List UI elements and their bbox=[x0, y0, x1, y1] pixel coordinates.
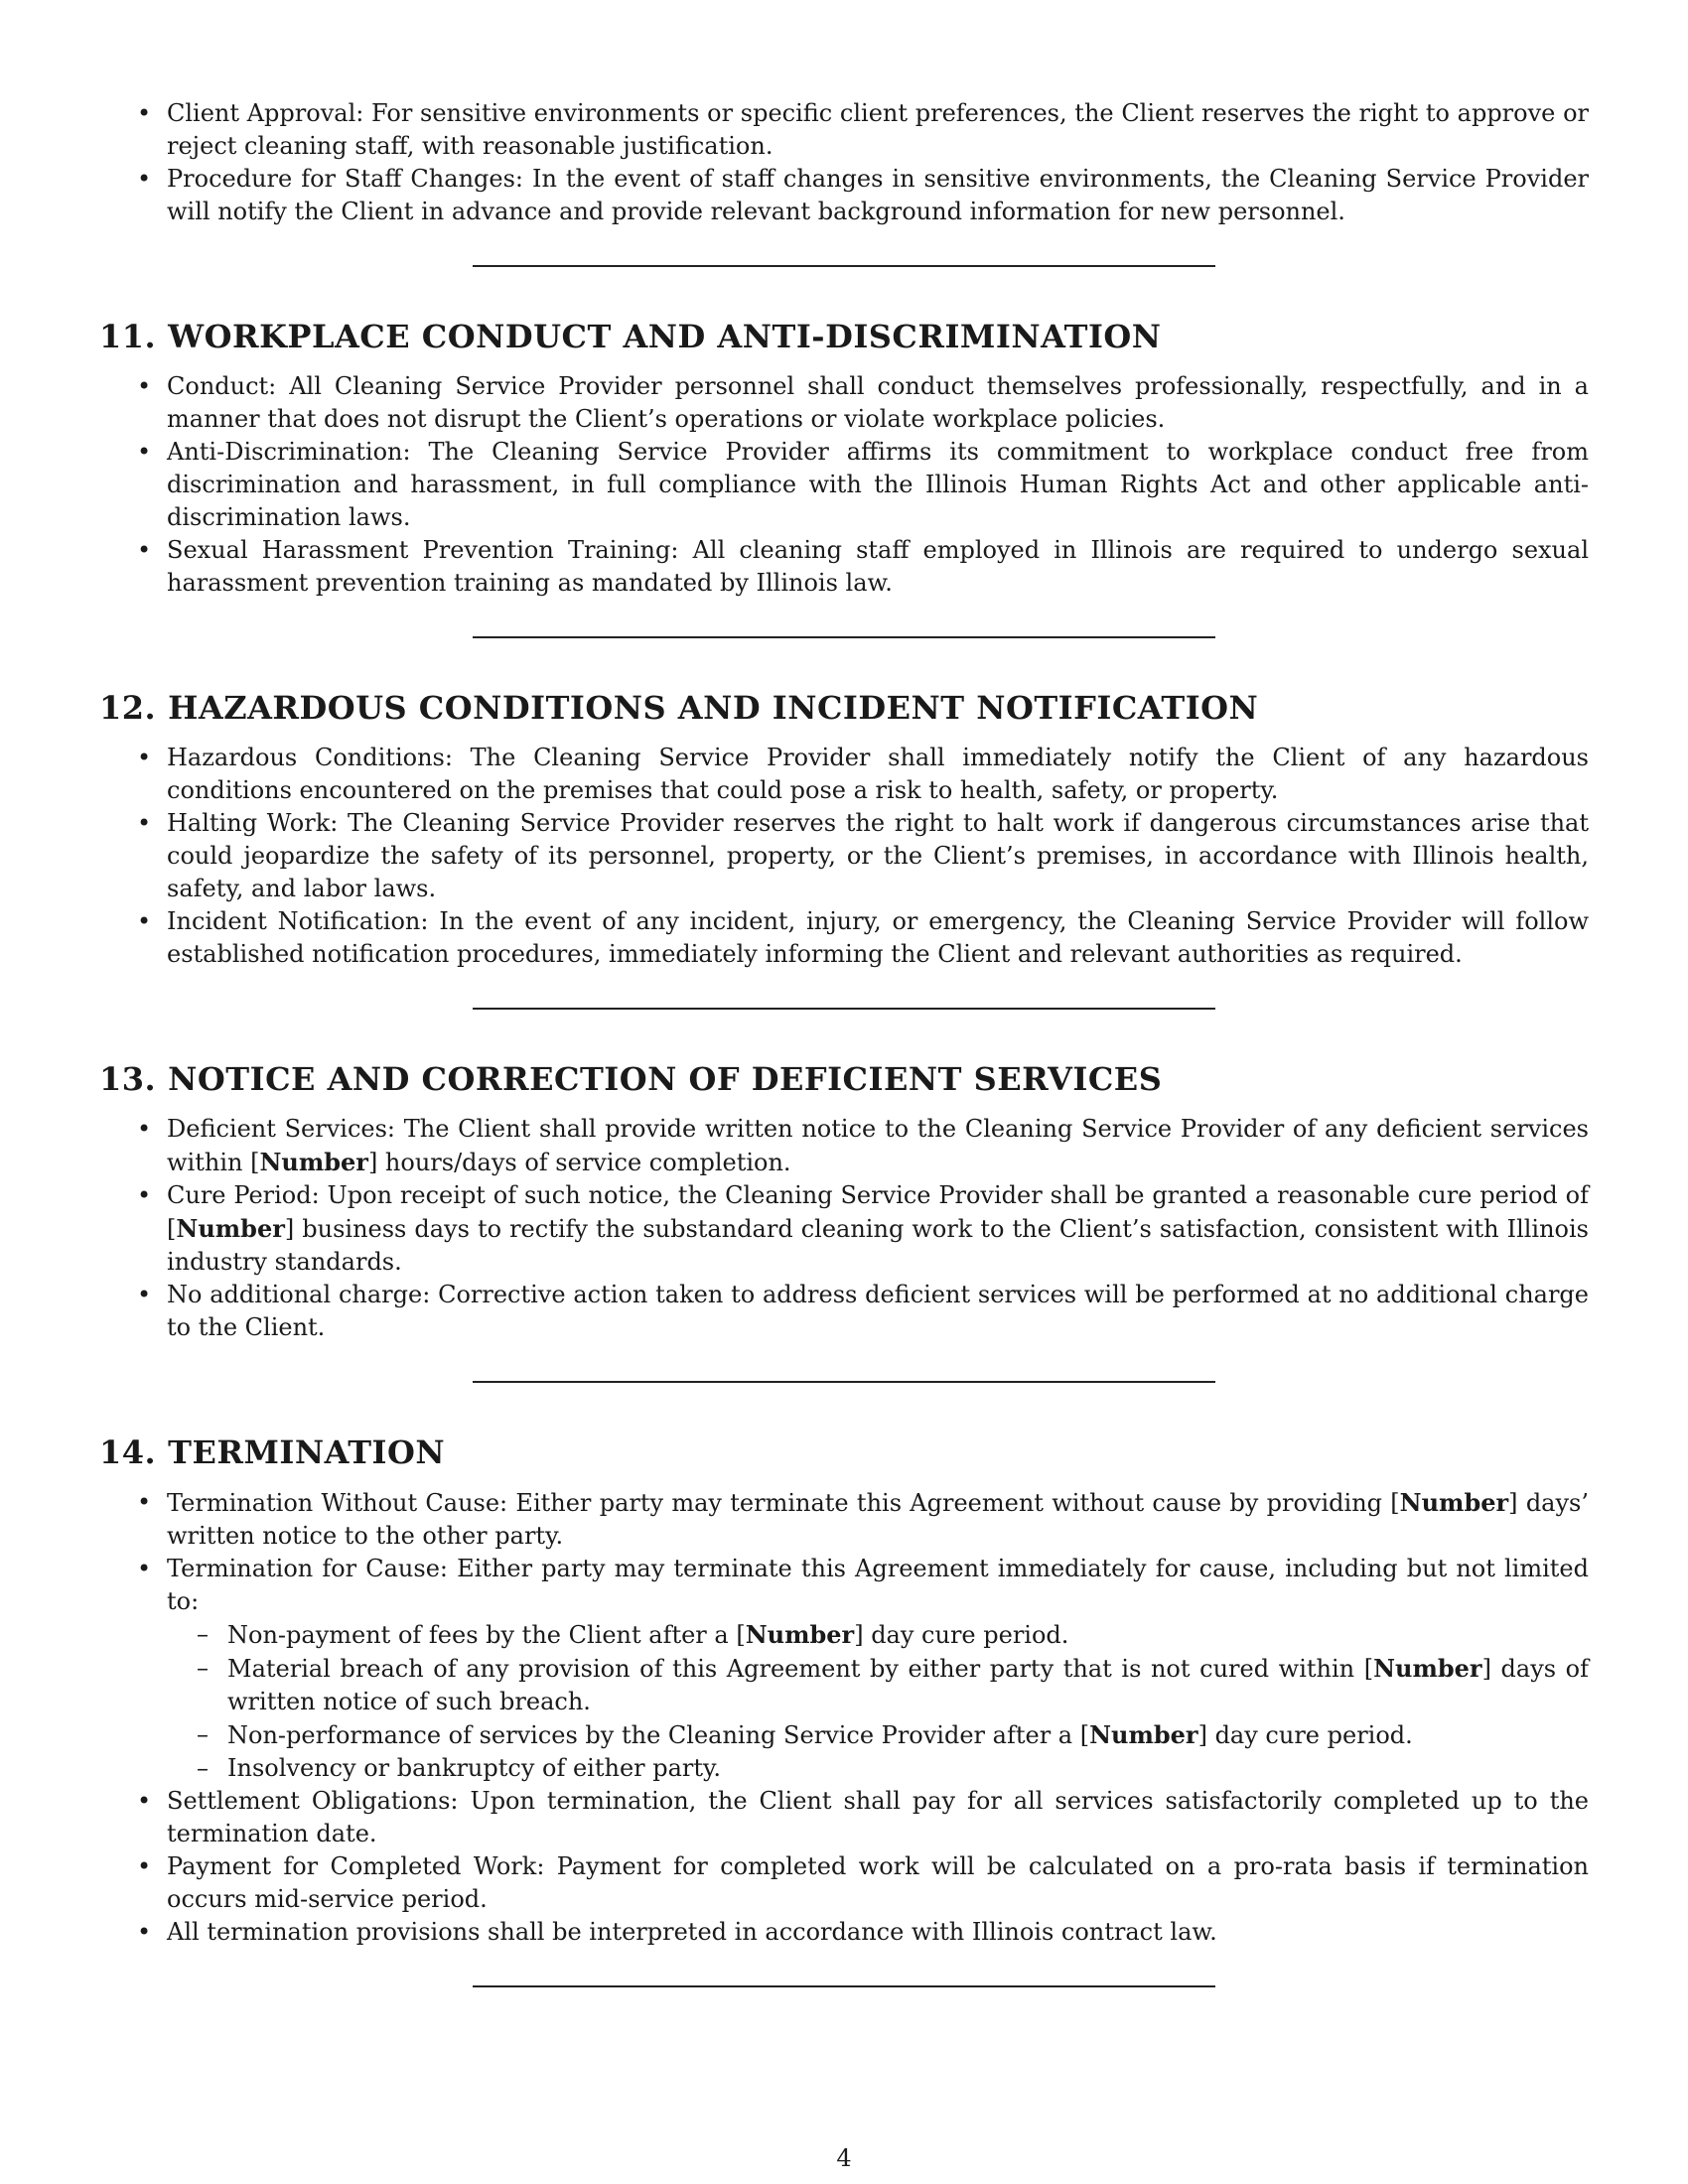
section-divider bbox=[473, 265, 1215, 267]
number-placeholder: Number bbox=[745, 1620, 855, 1649]
section-heading-13 bbox=[99, 1059, 1589, 1099]
section-number: 14. bbox=[99, 1433, 157, 1471]
list-item bbox=[99, 1113, 1589, 1179]
number-placeholder: Number bbox=[259, 1148, 368, 1176]
section-13-list bbox=[99, 1113, 1589, 1344]
list-item bbox=[99, 1553, 1589, 1785]
item-text: Material breach of any provision of this Agreement by either party that is not cured within [ bbox=[227, 1655, 1374, 1683]
number-placeholder: Number bbox=[1399, 1488, 1509, 1517]
item-text: ] days of written notice of such breach. bbox=[227, 1655, 1589, 1715]
section-number: 12. bbox=[99, 689, 157, 727]
item-text: ] business days to rectify the substandard cleaning work to the Client’s satisfaction, consistent with Illinois industry standards. bbox=[167, 1215, 1589, 1276]
section-title: WORKPLACE CONDUCT AND ANTI-DISCRIMINATION bbox=[168, 318, 1162, 355]
section-heading-11 bbox=[99, 317, 1589, 356]
list-item: • Incident Notification: In the event of any incident, injury, or emergency, the Cleaning Service Provider will follow established notification procedures, immediately informing the Client and relevant authorities as required. bbox=[99, 905, 1589, 971]
list-item: • Client Approval: For sensitive environments or specific client preferences, the Client reserves the right to approve or reject cleaning staff, with reasonable justification. bbox=[99, 97, 1589, 163]
item-text: ] days’ written notice to the other party. bbox=[167, 1489, 1589, 1550]
list-item: • Anti-Discrimination: The Cleaning Service Provider affirms its commitment to workplace conduct free from discrimination and harassment, in full compliance with the Illinois Human Rights Act and other applicable anti-discrimination laws. bbox=[99, 436, 1589, 534]
list-item bbox=[99, 1179, 1589, 1279]
item-text: Deficient Services: The Client shall provide written notice to the Cleaning Service Provider of any deficient services within [ bbox=[167, 1115, 1589, 1176]
number-placeholder: Number bbox=[176, 1214, 285, 1243]
section-14-list bbox=[99, 1486, 1589, 1949]
section-divider bbox=[473, 636, 1215, 638]
list-item bbox=[99, 1486, 1589, 1553]
item-text: ] hours/days of service completion. bbox=[367, 1149, 791, 1176]
section-title: HAZARDOUS CONDITIONS AND INCIDENT NOTIFICATION bbox=[168, 689, 1259, 727]
sub-list-item bbox=[167, 1718, 1589, 1752]
number-placeholder: Number bbox=[1089, 1720, 1198, 1749]
page-number: 4 bbox=[836, 2144, 852, 2172]
number-placeholder: Number bbox=[1373, 1654, 1482, 1683]
cause-sublist bbox=[167, 1618, 1589, 1785]
section-title: NOTICE AND CORRECTION OF DEFICIENT SERVICES bbox=[168, 1060, 1163, 1098]
list-item: • Sexual Harassment Prevention Training: All cleaning staff employed in Illinois are required to undergo sexual harassment prevention training as mandated by Illinois law. bbox=[99, 534, 1589, 600]
item-text: Non-performance of services by the Cleaning Service Provider after a [ bbox=[227, 1721, 1090, 1749]
item-text: ] day cure period. bbox=[854, 1621, 1069, 1649]
item-text: Cure Period: Upon receipt of such notice, the Cleaning Service Provider shall be granted a reasonable cure period of [ bbox=[167, 1181, 1589, 1243]
section-number: 11. bbox=[99, 318, 157, 355]
section-title: TERMINATION bbox=[168, 1433, 446, 1471]
section-11-list bbox=[99, 370, 1589, 600]
page-content bbox=[99, 97, 1589, 1987]
section-heading-14 bbox=[99, 1433, 1589, 1472]
sub-list-item: – Insolvency or bankruptcy of either party. bbox=[167, 1752, 1589, 1785]
item-text: Termination for Cause: Either party may terminate this Agreement immediately for cause, including but not limited to: bbox=[167, 1555, 1589, 1615]
sub-list-item bbox=[167, 1618, 1589, 1652]
intro-bullet-list bbox=[99, 97, 1589, 228]
section-divider bbox=[473, 1381, 1215, 1383]
item-text: Termination Without Cause: Either party may terminate this Agreement without cause by providing [ bbox=[167, 1489, 1400, 1517]
item-text: Non-payment of fees by the Client after a [ bbox=[227, 1621, 746, 1649]
list-item: • No additional charge: Corrective action taken to address deficient services will be performed at no additional charge to the Client. bbox=[99, 1279, 1589, 1344]
list-item: • Procedure for Staff Changes: In the event of staff changes in sensitive environments, the Cleaning Service Provider will notify the Client in advance and provide relevant background information for new personnel. bbox=[99, 163, 1589, 228]
item-text: ] day cure period. bbox=[1197, 1721, 1413, 1749]
section-number: 13. bbox=[99, 1060, 157, 1098]
section-divider bbox=[473, 1008, 1215, 1010]
list-item: • Settlement Obligations: Upon termination, the Client shall pay for all services satisfactorily completed up to the termination date. bbox=[99, 1785, 1589, 1850]
section-heading-12 bbox=[99, 688, 1589, 728]
list-item: • Hazardous Conditions: The Cleaning Service Provider shall immediately notify the Client of any hazardous conditions encountered on the premises that could pose a risk to health, safety, or property. bbox=[99, 742, 1589, 807]
list-item: • Halting Work: The Cleaning Service Provider reserves the right to halt work if dangerous circumstances arise that could jeopardize the safety of its personnel, property, or the Client’s premises, in accordance with Illinois health, safety, and labor laws. bbox=[99, 807, 1589, 905]
section-divider bbox=[473, 1985, 1215, 1987]
sub-list-item bbox=[167, 1652, 1589, 1718]
list-item: • Conduct: All Cleaning Service Provider personnel shall conduct themselves professionally, respectfully, and in a manner that does not disrupt the Client’s operations or violate workplace policies. bbox=[99, 370, 1589, 436]
section-12-list bbox=[99, 742, 1589, 971]
list-item: • Payment for Completed Work: Payment for completed work will be calculated on a pro-rata basis if termination occurs mid-service period. bbox=[99, 1850, 1589, 1916]
list-item: • All termination provisions shall be interpreted in accordance with Illinois contract law. bbox=[99, 1916, 1589, 1949]
